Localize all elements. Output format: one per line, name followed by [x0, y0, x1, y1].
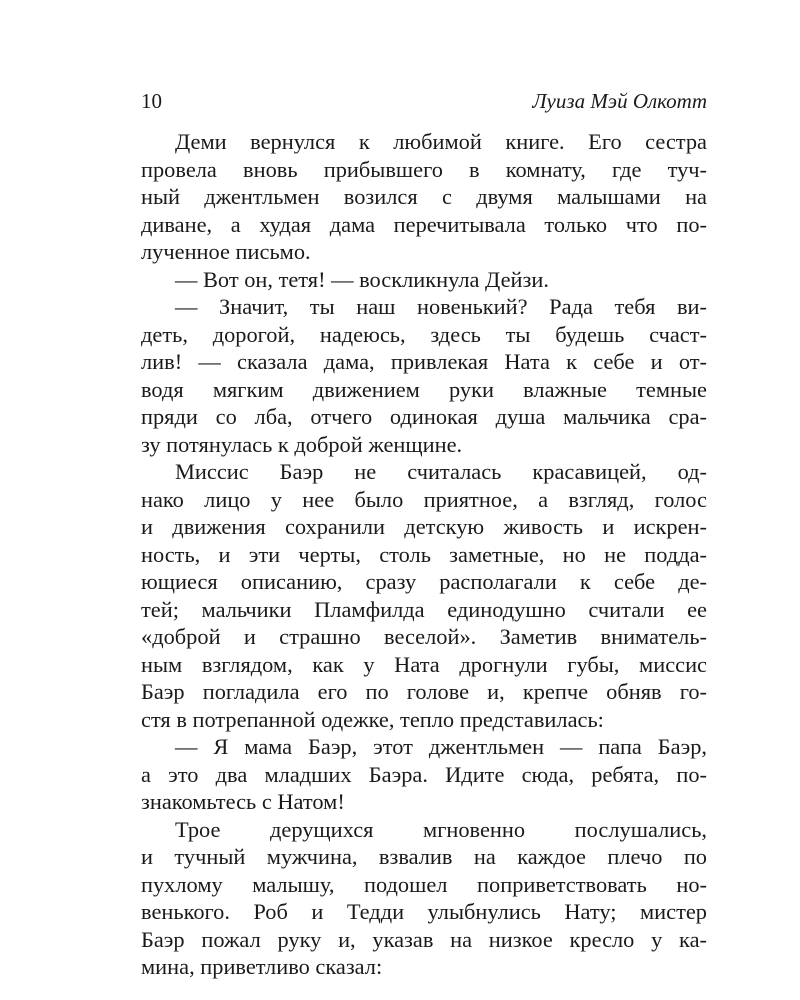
text-line: ность, и эти черты, столь заметные, но не подда-: [141, 541, 707, 567]
text-line: Деми вернулся к любимой книге. Его сестра: [175, 129, 707, 154]
text-line: водя мягким движением руки влажные темные: [141, 376, 707, 402]
text-line: пряди со лба, отчего одинокая душа мальчика сра-: [141, 404, 707, 429]
paragraph: [141, 733, 707, 816]
text-line: провела вновь прибывшего в комнату, где туч-: [141, 156, 707, 182]
page-number: 10: [141, 89, 162, 113]
text-line: Баэр пожал руку и, указав на низкое кресло у ка-: [141, 926, 707, 952]
text-line: Миссис Баэр не считалась красавицей, од-: [175, 459, 707, 484]
text-line: ющиеся описанию, сразу располагали к себе де-: [141, 569, 707, 594]
text-line: и движения сохранили детскую живость и искрен-: [141, 514, 707, 539]
paragraph: [141, 816, 707, 981]
running-head: [141, 84, 707, 118]
body-text: [141, 128, 707, 981]
book-page: [141, 84, 707, 981]
text-line: пухлому малышу, подошел поприветствовать но-: [141, 871, 707, 897]
author-name: Луиза Мэй Олкотт: [532, 89, 707, 113]
paragraph: [141, 458, 707, 733]
text-line: ным взглядом, как у Ната дрогнули губы, миссис: [141, 651, 707, 677]
paragraph: [141, 266, 707, 294]
text-line: Трое дерущихся мгновенно послушались,: [175, 816, 707, 842]
text-line: зу потянулась к доброй женщине.: [141, 431, 463, 457]
text-line: деть, дорогой, надеюсь, здесь ты будешь счаст-: [141, 321, 707, 347]
paragraph: [141, 293, 707, 458]
text-line: стя в потрепанной одежке, тепло представилась:: [141, 706, 604, 732]
text-line: — Я мама Баэр, этот джентльмен — папа Баэр,: [175, 734, 707, 759]
text-line: Баэр погладила его по голове и, крепче обняв го-: [141, 679, 707, 704]
text-line: нако лицо у нее было приятное, а взгляд, голос: [141, 486, 707, 512]
text-line: венького. Роб и Тедди улыбнулись Нату; мистер: [141, 899, 707, 924]
text-line: «доброй и страшно веселой». Заметив вниматель-: [141, 624, 707, 649]
text-line: тей; мальчики Пламфилда единодушно считали ее: [141, 596, 707, 622]
text-line: а это два младших Баэра. Идите сюда, ребята, по-: [141, 761, 707, 787]
text-line: ный джентльмен возился с двумя малышами на: [141, 184, 707, 209]
text-line: лив! — сказала дама, привлекая Ната к себе и от-: [141, 349, 707, 374]
text-line: знакомьтесь с Натом!: [141, 789, 345, 814]
paragraph: [141, 128, 707, 266]
text-line: лученное письмо.: [141, 239, 311, 264]
text-line: диване, а худая дама перечитывала только что по-: [141, 211, 707, 237]
text-line: — Вот он, тетя! — воскликнула Дейзи.: [175, 266, 549, 292]
text-line: и тучный мужчина, взвалив на каждое плечо по: [141, 844, 707, 869]
text-line: — Значит, ты наш новенький? Рада тебя ви-: [175, 294, 707, 319]
text-line: мина, приветливо сказал:: [141, 954, 383, 979]
